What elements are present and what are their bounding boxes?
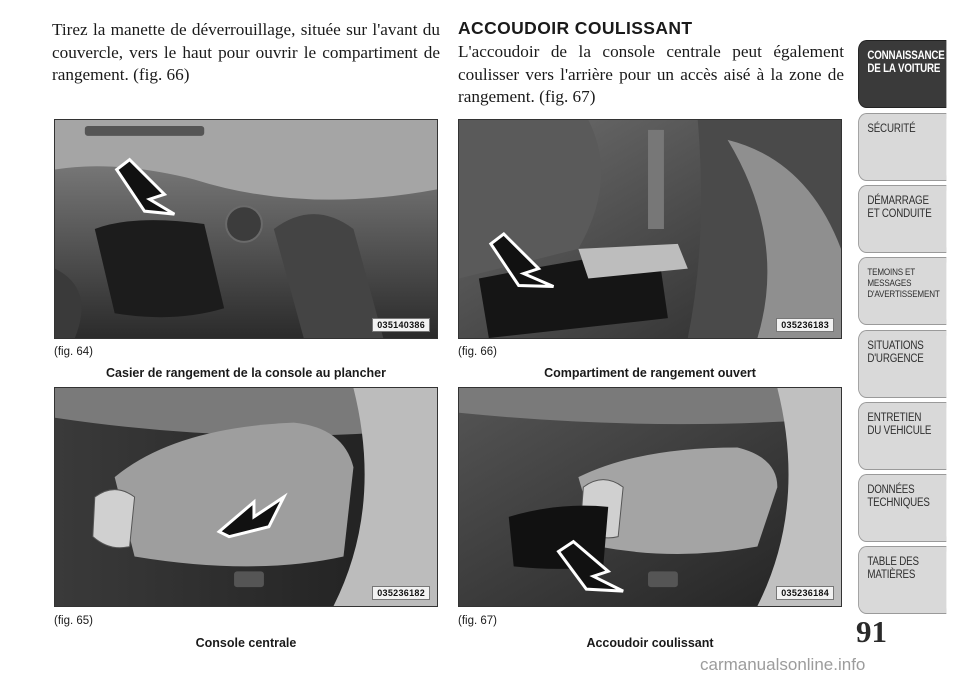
figure-65-photo: [54, 387, 438, 607]
tab-connaissance-de-la-voiture[interactable]: CONNAISSANCE DE LA VOITURE: [858, 40, 946, 108]
figure-ref: (fig. 66): [458, 346, 497, 358]
figure-code: 035236184: [776, 586, 834, 600]
tab-securite[interactable]: SÉCURITÉ: [858, 113, 946, 181]
figure-64-photo: [54, 119, 438, 339]
figure-caption: Accoudoir coulissant: [586, 636, 714, 650]
center-console-image: [55, 388, 437, 606]
floor-console-storage-image: [55, 120, 437, 338]
section-title: ACCOUDOIR COULISSANT: [458, 18, 693, 38]
tab-table-des-matieres[interactable]: TABLE DES MATIÈRES: [858, 546, 946, 614]
page-number: 91: [856, 614, 887, 649]
tab-temoins-et-messages[interactable]: TEMOINS ET MESSAGES D'AVERTISSEMENT: [858, 257, 946, 325]
figure-ref: (fig. 67): [458, 615, 497, 627]
sliding-armrest-image: [459, 388, 841, 606]
figure-67-photo: [458, 387, 842, 607]
figure-code: 035236182: [372, 586, 430, 600]
open-storage-compartment-image: [459, 120, 841, 338]
figure-66-photo: [458, 119, 842, 339]
tab-situations-d-urgence[interactable]: SITUATIONS D'URGENCE: [858, 330, 946, 398]
tab-donnees-techniques[interactable]: DONNÉES TECHNIQUES: [858, 474, 946, 542]
tab-demarrage-et-conduite[interactable]: DÉMARRAGE ET CONDUITE: [858, 185, 946, 253]
figure-ref: (fig. 65): [54, 615, 93, 627]
figure-ref: (fig. 64): [54, 346, 93, 358]
figure-caption: Casier de rangement de la console au plancher: [106, 366, 386, 380]
intro-paragraph-left: Tirez la manette de déverrouillage, située sur l'avant du couvercle, vers le haut pour ouvrir le compartiment de rangement. (fig. 66): [52, 20, 440, 84]
tab-entretien-du-vehicule[interactable]: ENTRETIEN DU VEHICULE: [858, 402, 946, 470]
watermark: carmanualsonline.info: [700, 655, 866, 674]
figure-code: 035236183: [776, 318, 834, 332]
intro-paragraph-right: L'accoudoir de la console centrale peut également coulisser vers l'arrière pour un accès aisé à la zone de rangement. (fig. 67): [458, 42, 844, 106]
figure-caption: Console centrale: [195, 636, 297, 650]
figure-code: 035140386: [372, 318, 430, 332]
figure-caption: Compartiment de rangement ouvert: [544, 366, 756, 380]
